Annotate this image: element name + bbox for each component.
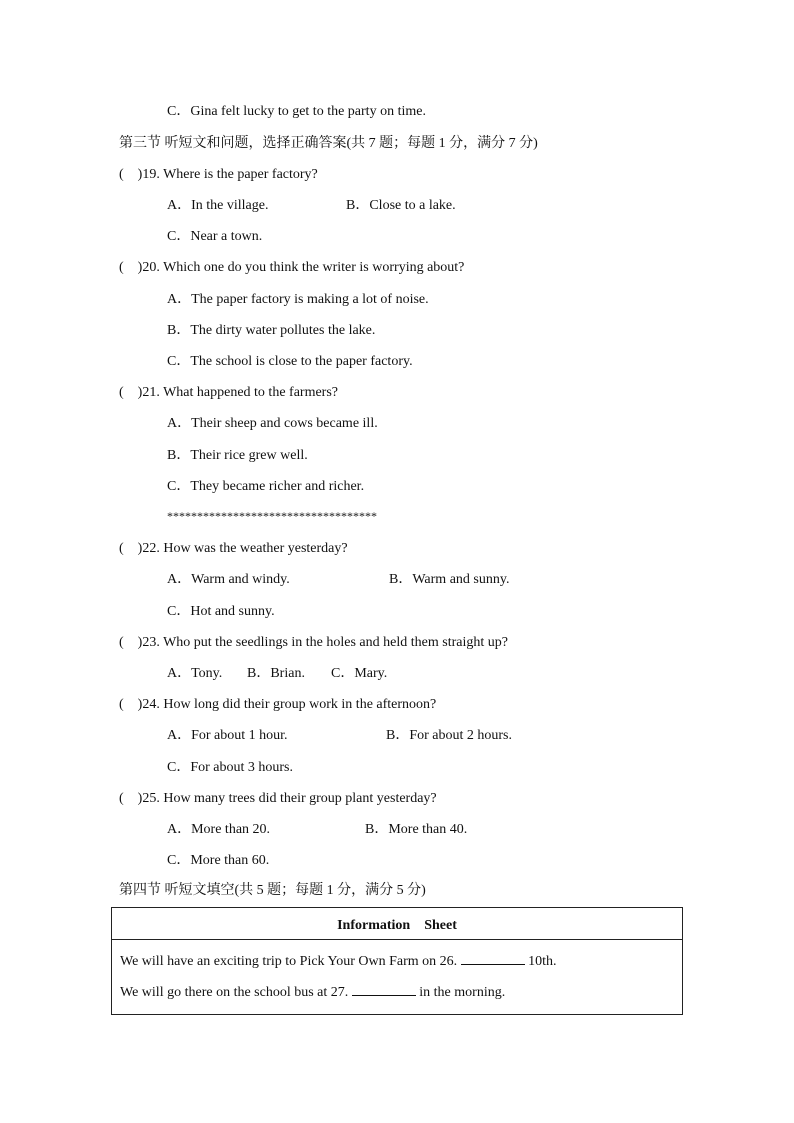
sheet-text: We will have an exciting trip to Pick Your Own Farm on 26. <box>120 954 458 969</box>
information-sheet-table <box>111 907 683 1015</box>
question-number: ( )25. <box>119 791 160 806</box>
sheet-line-26 <box>120 946 674 977</box>
sheet-line-27 <box>120 977 674 1008</box>
q21-option-b: B．Their rice grew well. <box>167 448 308 463</box>
table-header-row <box>112 908 683 940</box>
question-20 <box>119 258 464 278</box>
question-text: Which one do you think the writer is worrying about? <box>163 260 465 275</box>
asterisk-divider: *********************************** <box>167 509 377 523</box>
q20-option-a: A．The paper factory is making a lot of noise. <box>167 292 429 307</box>
question-text: What happened to the farmers? <box>163 385 338 400</box>
question-number: ( )20. <box>119 260 160 275</box>
question-text: Who put the seedlings in the holes and held them straight up? <box>163 635 508 650</box>
question-number: ( )19. <box>119 167 160 182</box>
question-number: ( )23. <box>119 635 160 650</box>
q25-option-a: A．More than 20. <box>167 822 271 837</box>
q19-option-a: A．In the village. <box>167 198 269 213</box>
q25-option-b: B．More than 40. <box>365 822 468 837</box>
q25-option-c: C．More than 60. <box>167 853 270 868</box>
question-24 <box>119 695 436 715</box>
q22-option-b: B．Warm and sunny. <box>389 572 510 587</box>
q23-option-c: C．Mary. <box>331 666 388 681</box>
q21-option-c: C．They became richer and richer. <box>167 479 365 494</box>
section3-heading: 第三节 听短文和问题，选择正确答案(共 7 题；每题 1 分，满分 7 分) <box>119 136 538 151</box>
q19-option-b: B．Close to a lake. <box>346 198 456 213</box>
question-text: How was the weather yesterday? <box>163 541 348 556</box>
q21-option-a: A．Their sheep and cows became ill. <box>167 416 378 431</box>
sheet-text: We will go there on the school bus at 27. <box>120 985 349 1000</box>
question-23 <box>119 633 508 653</box>
question-25 <box>119 789 437 809</box>
question-21 <box>119 383 338 403</box>
q22-option-c: C．Hot and sunny. <box>167 604 275 619</box>
q19-option-c: C．Near a town. <box>167 229 263 244</box>
option-text: Gina felt lucky to get to the party on time. <box>190 104 426 119</box>
q23-option-b: B．Brian. <box>247 666 305 681</box>
question-19 <box>119 165 318 185</box>
q20-option-b: B．The dirty water pollutes the lake. <box>167 323 376 338</box>
answer-blank-26[interactable] <box>461 950 525 965</box>
q20-option-c: C．The school is close to the paper factory. <box>167 354 413 369</box>
question-text: How many trees did their group plant yesterday? <box>163 791 437 806</box>
information-sheet-title: Information Sheet <box>112 908 683 940</box>
table-body-row <box>112 940 683 1015</box>
q18-option-c <box>167 102 426 122</box>
option-letter: C． <box>167 104 191 119</box>
q24-option-a: A．For about 1 hour. <box>167 728 288 743</box>
q24-option-b: B．For about 2 hours. <box>386 728 512 743</box>
question-number: ( )24. <box>119 697 160 712</box>
q22-option-a: A．Warm and windy. <box>167 572 290 587</box>
question-text: Where is the paper factory? <box>163 167 318 182</box>
q23-option-a: A．Tony. <box>167 666 223 681</box>
question-number: ( )21. <box>119 385 160 400</box>
question-number: ( )22. <box>119 541 160 556</box>
sheet-text: 10th. <box>528 954 557 969</box>
q24-option-c: C．For about 3 hours. <box>167 760 293 775</box>
section4-heading: 第四节 听短文填空(共 5 题；每题 1 分，满分 5 分) <box>119 883 426 898</box>
answer-blank-27[interactable] <box>352 981 416 996</box>
information-sheet-body <box>112 940 683 1015</box>
question-22 <box>119 539 348 559</box>
question-text: How long did their group work in the afternoon? <box>163 697 437 712</box>
sheet-text: in the morning. <box>419 985 506 1000</box>
